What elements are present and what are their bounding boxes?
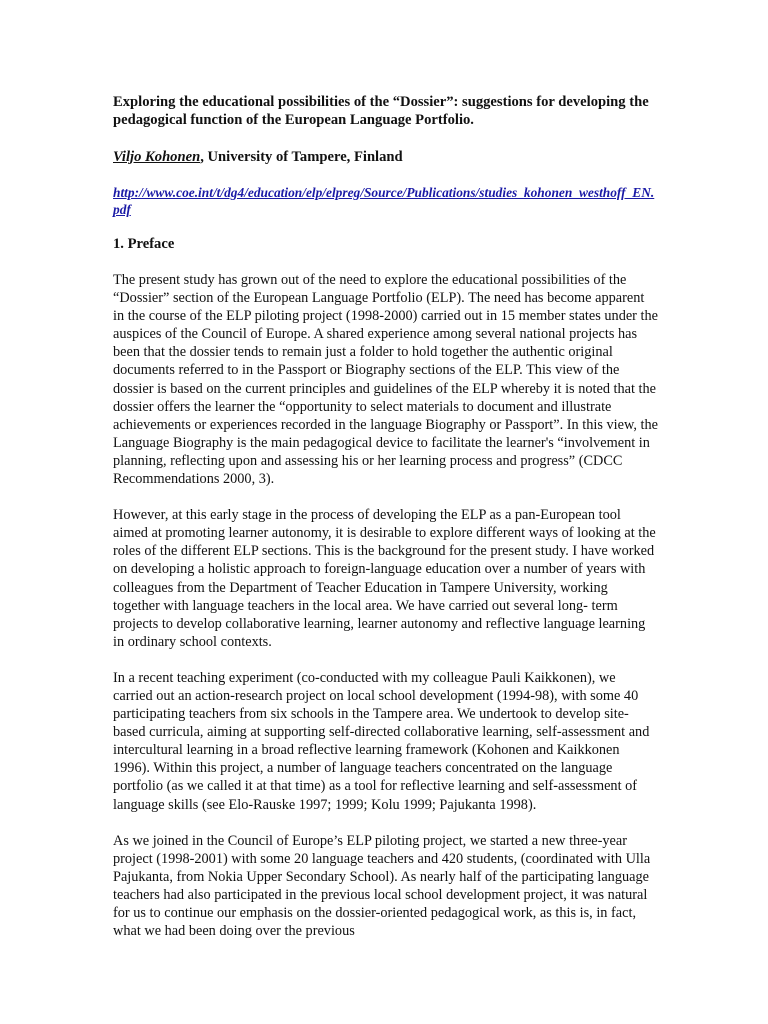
- source-url-link[interactable]: http://www.coe.int/t/dg4/education/elp/elpreg/Source/Publications/studies_kohonen_westhoff_EN.pdf: [113, 185, 655, 217]
- document-title: Exploring the educational possibilities of the “Dossier”: suggestions for developing the pedagogical function of the European Language Portfolio.: [113, 94, 649, 128]
- paragraph-3: In a recent teaching experiment (co-conducted with my colleague Pauli Kaikkonen), we carried out an action-research project on local school development (1994-98), with some 40 participating teachers from six schools in the Tampere area. We undertook to develop site- based curricula, aiming at supporting self-directed collaborative learning, self-assessment and intercultural learning in a broad reflective learning framework (Kohonen and Kaikkonen 1996). Within this project, a number of language teachers concentrated on the language portfolio (as we called it at that time) as a tool for reflective learning and self-assessment of language skills (see Elo-Rauske 1997; 1999; Kolu 1999; Pajukanta 1998).: [113, 669, 650, 813]
- paragraph-2: However, at this early stage in the process of developing the ELP as a pan-European tool aimed at promoting learner autonomy, it is desirable to explore different ways of looking at the roles of the different ELP sections. This is the background for the present study. I have worked on developing a holistic approach to foreign-language education over a number of years with colleagues from the Department of Teacher Education in Tampere University, working together with language teachers in the local area. We have carried out several long- term projects to develop collaborative learning, learner autonomy and reflective language learning in ordinary school contexts.: [113, 507, 656, 650]
- section-heading: 1. Preface: [113, 236, 175, 252]
- author-affiliation: , University of Tampere, Finland: [200, 149, 403, 165]
- paragraph-1: The present study has grown out of the need to explore the educational possibilities of the “Dossier” section of the European Language Portfolio (ELP). The need has become apparent in the course of the ELP piloting project (1998-2000) carried out in 15 member states under the auspices of the Council of Europe. A shared experience among several national projects has been that the dossier tends to remain just a folder to hold together the authentic original documents referred to in the Passport or Biography sections of the ELP. This view of the dossier is based on the current principles and guidelines of the ELP whereby it is noted that the dossier offers the learner the “opportunity to select materials to document and illustrate achievements or experiences recorded in the language Biography or Passport”. In this view, the Language Biography is the main pedagogical device to facilitate the learner's “involvement in planning, reflecting upon and assessing his or her learning process and progress” (CDCC Recommendations 2000, 3).: [113, 272, 658, 488]
- document-page: [113, 93, 658, 940]
- author-line: [113, 148, 658, 166]
- paragraph-4: As we joined in the Council of Europe’s ELP piloting project, we started a new three-year project (1998-2001) with some 20 language teachers and 420 students, (coordinated with Ulla Pajukanta, from Nokia Upper Secondary School). As nearly half of the participating language teachers had also participated in the previous local school development project, it was natural for us to continue our emphasis on the dossier-oriented pedagogical work, as this is, in fact, what we had been doing over the previous: [113, 832, 651, 940]
- author-name[interactable]: Viljo Kohonen: [113, 149, 201, 165]
